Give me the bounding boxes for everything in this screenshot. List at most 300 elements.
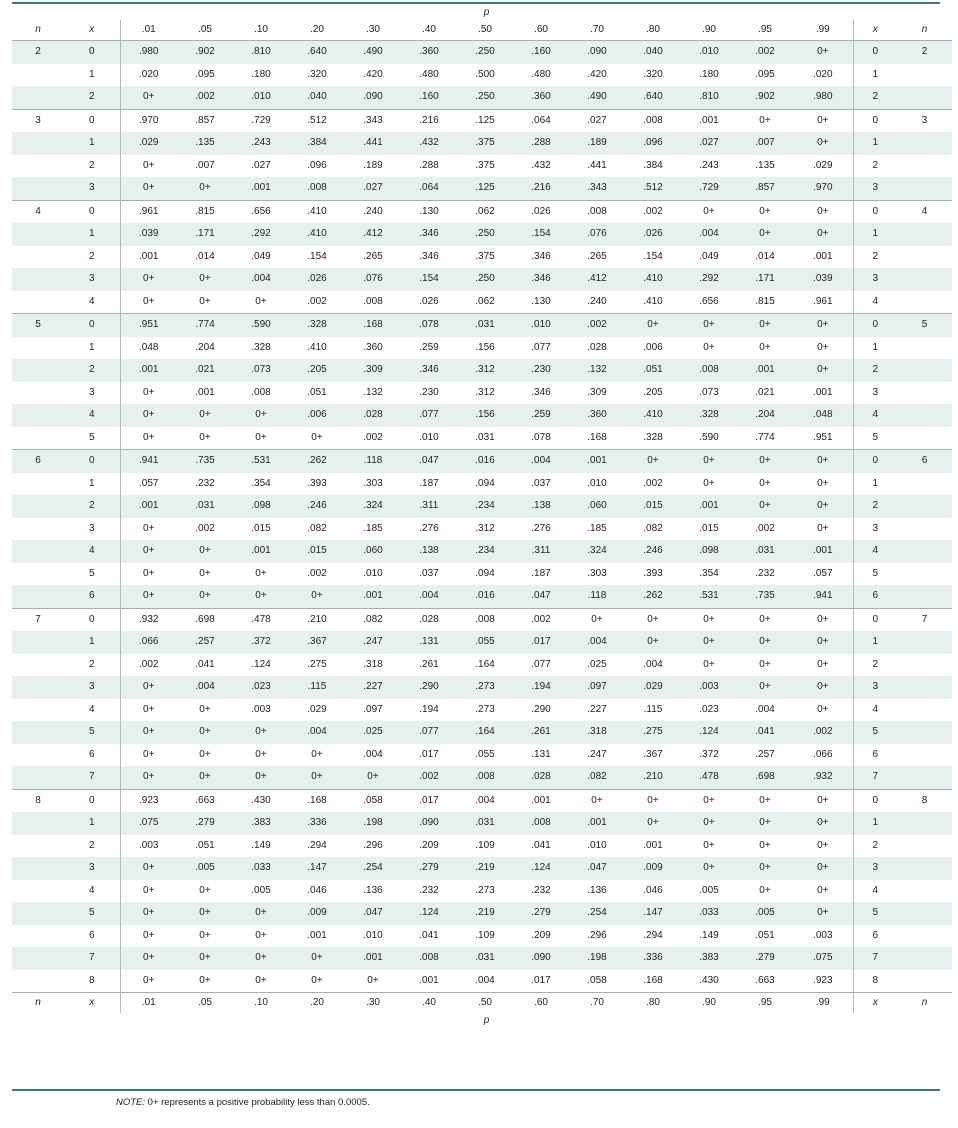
- probability-cell: .318: [569, 721, 625, 744]
- p-col-footer: .05: [177, 993, 233, 1014]
- probability-cell: .124: [251, 658, 271, 670]
- probability-cell: 0+: [793, 789, 853, 812]
- probability-cell: .090: [345, 86, 401, 109]
- probability-cell: .640: [289, 41, 345, 64]
- table-row: [12, 450, 952, 473]
- x-cell: 1: [88, 341, 95, 353]
- p-col-header: .80: [625, 20, 681, 41]
- probability-cell: .410: [625, 268, 681, 291]
- probability-cell: .346: [531, 386, 551, 398]
- probability-cell: 0+: [120, 585, 177, 608]
- probability-cell: .049: [251, 250, 271, 262]
- probability-cell: 0+: [625, 631, 681, 654]
- n-cell: [12, 744, 64, 767]
- probability-cell: .187: [419, 477, 439, 489]
- probability-cell: .360: [513, 86, 569, 109]
- probability-cell: 0+: [289, 947, 345, 970]
- probability-cell: .372: [699, 748, 719, 760]
- probability-cell: .031: [457, 812, 513, 835]
- n-cell-right: [897, 880, 952, 903]
- probability-cell: .027: [569, 109, 625, 132]
- probability-cell: .420: [587, 68, 607, 80]
- x-cell: 4: [64, 404, 120, 427]
- probability-cell: .109: [475, 929, 495, 941]
- x-cell-right: 6: [853, 585, 897, 608]
- p-col-footer: .70: [569, 993, 625, 1014]
- probability-cell: .656: [233, 200, 289, 223]
- probability-cell: .017: [531, 974, 551, 986]
- probability-cell: .017: [419, 748, 439, 760]
- probability-cell: .198: [569, 947, 625, 970]
- probability-cell: .002: [755, 522, 775, 534]
- probability-cell: .078: [401, 314, 457, 337]
- probability-cell: .205: [289, 359, 345, 382]
- p-col-header: .95: [737, 20, 793, 41]
- x-cell: 7: [64, 766, 120, 789]
- x-cell-right: 2: [853, 495, 897, 518]
- n-cell-right: 8: [897, 789, 952, 812]
- probability-cell: .185: [587, 522, 607, 534]
- probability-cell: .048: [120, 337, 177, 360]
- probability-cell: .320: [307, 68, 327, 80]
- probability-cell: 0+: [255, 974, 267, 986]
- probability-cell: .970: [120, 109, 177, 132]
- probability-cell: .124: [401, 902, 457, 925]
- probability-cell: .135: [177, 132, 233, 155]
- x-cell: 0: [64, 109, 120, 132]
- p-col-footer: .50: [457, 993, 513, 1014]
- probability-cell: .164: [457, 721, 513, 744]
- probability-cell: .698: [737, 766, 793, 789]
- n-cell: [12, 880, 64, 903]
- probability-cell: .941: [120, 450, 177, 473]
- probability-cell: .001: [233, 540, 289, 563]
- probability-cell: .441: [587, 159, 607, 171]
- x-cell-right: 2: [872, 250, 879, 262]
- n-cell: [12, 337, 64, 360]
- n-cell-right: [897, 699, 952, 722]
- probability-cell: .312: [475, 522, 495, 534]
- n-cell: [12, 291, 64, 314]
- probability-cell: 0+: [737, 789, 793, 812]
- probability-cell: .480: [419, 68, 439, 80]
- probability-cell: .016: [457, 450, 513, 473]
- probability-cell: .250: [457, 268, 513, 291]
- probability-cell: 0+: [233, 902, 289, 925]
- n-cell-right: [897, 427, 952, 450]
- probability-cell: .027: [681, 132, 737, 155]
- p-col-footer: .30: [345, 993, 401, 1014]
- probability-cell: .336: [625, 947, 681, 970]
- probability-cell: 0+: [703, 839, 715, 851]
- probability-cell: .490: [569, 86, 625, 109]
- probability-cell: .002: [177, 86, 233, 109]
- probability-cell: .187: [531, 567, 551, 579]
- probability-cell: .001: [120, 246, 177, 269]
- probability-cell: .037: [419, 567, 439, 579]
- p-col-header: .50: [457, 20, 513, 41]
- probability-cell: .360: [569, 404, 625, 427]
- probability-cell: .051: [625, 359, 681, 382]
- probability-cell: .118: [569, 585, 625, 608]
- probability-cell: .020: [120, 64, 177, 87]
- probability-cell: .227: [587, 703, 607, 715]
- probability-cell: .031: [475, 431, 495, 443]
- probability-cell: .312: [457, 359, 513, 382]
- probability-cell: 0+: [233, 585, 289, 608]
- n-cell: 4: [12, 200, 64, 223]
- x-cell-right: 3: [853, 268, 897, 291]
- p-col-header: .01: [120, 20, 177, 41]
- p-header-row: [12, 6, 952, 20]
- x-cell: 7: [64, 947, 120, 970]
- probability-cell: .010: [513, 314, 569, 337]
- n-cell-right: [897, 246, 952, 269]
- probability-cell: .004: [755, 703, 775, 715]
- probability-cell: .001: [419, 974, 439, 986]
- table-row: [12, 41, 952, 64]
- probability-cell: .367: [643, 748, 663, 760]
- probability-cell: .346: [401, 359, 457, 382]
- n-cell-right: [897, 766, 952, 789]
- bottom-rule: [12, 1089, 940, 1091]
- probability-cell: .028: [587, 341, 607, 353]
- probability-cell: 0+: [177, 766, 233, 789]
- table-row: [12, 268, 952, 291]
- probability-cell: .259: [513, 404, 569, 427]
- probability-cell: .250: [457, 86, 513, 109]
- probability-cell: .160: [513, 41, 569, 64]
- probability-cell: .932: [793, 766, 853, 789]
- x-cell: 3: [64, 857, 120, 880]
- probability-cell: .010: [363, 567, 383, 579]
- table-row: [12, 427, 952, 450]
- probability-cell: .500: [475, 68, 495, 80]
- probability-cell: 0+: [255, 929, 267, 941]
- probability-cell: 0+: [793, 359, 853, 382]
- probability-cell: .037: [531, 477, 551, 489]
- probability-cell: .294: [307, 839, 327, 851]
- probability-cell: .001: [737, 359, 793, 382]
- probability-cell: .075: [120, 812, 177, 835]
- probability-cell: .902: [737, 86, 793, 109]
- n-cell-right: [897, 654, 952, 677]
- n-footer-right: n: [897, 993, 952, 1014]
- n-cell-right: [897, 563, 952, 586]
- probability-cell: 0+: [625, 314, 681, 337]
- x-cell: 3: [64, 177, 120, 200]
- x-cell: 3: [88, 522, 95, 534]
- probability-cell: .026: [289, 268, 345, 291]
- table-row: [12, 925, 952, 948]
- n-cell: [12, 86, 64, 109]
- p-col-header: .20: [289, 20, 345, 41]
- probability-cell: .023: [699, 703, 719, 715]
- probability-cell: .970: [793, 177, 853, 200]
- probability-cell: 0+: [255, 567, 267, 579]
- probability-cell: 0+: [759, 477, 771, 489]
- probability-cell: .062: [475, 295, 495, 307]
- n-cell: [12, 947, 64, 970]
- table-row: [12, 64, 952, 87]
- probability-cell: .039: [793, 268, 853, 291]
- p-label-bottom: p: [483, 1015, 490, 1026]
- probability-cell: .041: [531, 839, 551, 851]
- x-cell-right: 2: [853, 359, 897, 382]
- probability-cell: .410: [643, 295, 663, 307]
- probability-cell: .010: [587, 477, 607, 489]
- table-row: [12, 857, 952, 880]
- probability-cell: .412: [569, 268, 625, 291]
- table-body: [12, 41, 952, 993]
- table-row: [12, 676, 952, 699]
- table-row: [12, 608, 952, 631]
- probability-cell: .051: [195, 839, 215, 851]
- x-footer: x: [64, 993, 120, 1014]
- probability-cell: .028: [345, 404, 401, 427]
- probability-cell: .430: [699, 974, 719, 986]
- probability-cell: .961: [120, 200, 177, 223]
- probability-cell: 0+: [120, 427, 177, 450]
- probability-cell: .531: [681, 585, 737, 608]
- probability-cell: .115: [643, 703, 663, 715]
- probability-cell: .002: [195, 522, 215, 534]
- probability-cell: 0+: [120, 676, 177, 699]
- probability-cell: .109: [475, 839, 495, 851]
- probability-cell: 0+: [177, 902, 233, 925]
- probability-cell: 0+: [569, 608, 625, 631]
- probability-cell: .078: [531, 431, 551, 443]
- probability-cell: .057: [120, 473, 177, 496]
- n-cell-right: [897, 337, 952, 360]
- p-col-footer: .10: [233, 993, 289, 1014]
- x-cell-right: 0: [853, 450, 897, 473]
- probability-cell: 0+: [120, 744, 177, 767]
- probability-cell: 0+: [120, 721, 177, 744]
- probability-cell: 0+: [120, 925, 177, 948]
- probability-cell: .027: [345, 177, 401, 200]
- n-cell-right: 6: [897, 450, 952, 473]
- table-row: [12, 109, 952, 132]
- probability-cell: .002: [569, 314, 625, 337]
- probability-cell: 0+: [120, 880, 177, 903]
- x-cell-right: 0: [853, 41, 897, 64]
- probability-cell: .194: [513, 676, 569, 699]
- probability-cell: .138: [401, 540, 457, 563]
- probability-cell: 0+: [793, 495, 853, 518]
- probability-cell: .064: [513, 109, 569, 132]
- p-col-footer: .60: [513, 993, 569, 1014]
- probability-cell: .857: [177, 109, 233, 132]
- probability-cell: 0+: [120, 902, 177, 925]
- x-cell-right: 7: [853, 766, 897, 789]
- probability-cell: .003: [120, 835, 177, 858]
- probability-cell: .004: [681, 223, 737, 246]
- table-row: [12, 654, 952, 677]
- probability-cell: 0+: [681, 314, 737, 337]
- column-footer-row: [12, 993, 952, 1014]
- probability-cell: .015: [251, 522, 271, 534]
- probability-cell: 0+: [793, 132, 853, 155]
- probability-cell: .048: [793, 404, 853, 427]
- probability-cell: .025: [345, 721, 401, 744]
- probability-cell: .001: [643, 839, 663, 851]
- probability-cell: .047: [513, 585, 569, 608]
- probability-cell: .951: [120, 314, 177, 337]
- n-cell: 5: [12, 314, 64, 337]
- probability-cell: .021: [755, 386, 775, 398]
- probability-cell: .096: [625, 132, 681, 155]
- n-cell: [12, 223, 64, 246]
- p-col-header: .40: [401, 20, 457, 41]
- probability-cell: .046: [643, 884, 663, 896]
- probability-cell: .025: [587, 658, 607, 670]
- probability-cell: .663: [177, 789, 233, 812]
- table-row: [12, 880, 952, 903]
- p-col-footer: .95: [737, 993, 793, 1014]
- probability-cell: .240: [587, 295, 607, 307]
- probability-cell: .008: [457, 766, 513, 789]
- probability-cell: .328: [289, 314, 345, 337]
- probability-cell: .309: [345, 359, 401, 382]
- probability-cell: 0+: [233, 766, 289, 789]
- probability-cell: .273: [475, 703, 495, 715]
- n-cell-right: [897, 902, 952, 925]
- probability-cell: .007: [737, 132, 793, 155]
- probability-cell: .246: [625, 540, 681, 563]
- probability-cell: .393: [307, 477, 327, 489]
- probability-cell: .857: [737, 177, 793, 200]
- probability-cell: .240: [345, 200, 401, 223]
- probability-cell: 0+: [737, 450, 793, 473]
- probability-cell: .006: [643, 341, 663, 353]
- probability-cell: .001: [569, 450, 625, 473]
- probability-cell: .189: [363, 159, 383, 171]
- table-row: [12, 812, 952, 835]
- probability-cell: 0+: [120, 518, 177, 541]
- n-footer: n: [12, 993, 64, 1014]
- probability-cell: .227: [345, 676, 401, 699]
- probability-cell: 0+: [793, 631, 853, 654]
- probability-cell: 0+: [255, 431, 267, 443]
- x-cell-right: 5: [853, 721, 897, 744]
- probability-cell: .432: [531, 159, 551, 171]
- n-cell: [12, 518, 64, 541]
- probability-cell: .014: [755, 250, 775, 262]
- probability-cell: .303: [587, 567, 607, 579]
- x-cell-right: 1: [872, 477, 879, 489]
- probability-cell: .039: [120, 223, 177, 246]
- x-cell: 5: [88, 567, 95, 579]
- probability-cell: .002: [363, 431, 383, 443]
- probability-cell: 0+: [199, 974, 211, 986]
- n-cell-right: [897, 585, 952, 608]
- probability-cell: 0+: [681, 200, 737, 223]
- x-cell-right: 2: [872, 658, 879, 670]
- x-cell-right: 0: [853, 314, 897, 337]
- x-cell: 8: [88, 974, 95, 986]
- probability-cell: 0+: [793, 473, 853, 496]
- probability-cell: .735: [177, 450, 233, 473]
- probability-cell: .296: [363, 839, 383, 851]
- probability-cell: .185: [363, 522, 383, 534]
- probability-cell: 0+: [177, 404, 233, 427]
- probability-cell: 0+: [793, 812, 853, 835]
- probability-cell: 0+: [737, 495, 793, 518]
- probability-cell: .076: [569, 223, 625, 246]
- probability-cell: .055: [475, 748, 495, 760]
- probability-cell: .029: [120, 132, 177, 155]
- probability-cell: .008: [681, 359, 737, 382]
- table-row: [12, 291, 952, 314]
- probability-cell: .062: [457, 200, 513, 223]
- n-cell: [12, 473, 64, 496]
- probability-cell: .097: [363, 703, 383, 715]
- probability-cell: .001: [681, 109, 737, 132]
- n-cell-right: 2: [897, 41, 952, 64]
- probability-cell: .154: [307, 250, 327, 262]
- probability-cell: 0+: [793, 857, 853, 880]
- probability-cell: 0+: [120, 382, 177, 405]
- probability-cell: .328: [251, 341, 271, 353]
- probability-cell: .055: [457, 631, 513, 654]
- n-cell: [12, 540, 64, 563]
- n-cell: 8: [12, 789, 64, 812]
- probability-cell: .279: [737, 947, 793, 970]
- probability-cell: .003: [793, 925, 853, 948]
- probability-cell: .001: [345, 947, 401, 970]
- n-cell-right: 4: [897, 200, 952, 223]
- probability-cell: .320: [643, 68, 663, 80]
- n-cell-right: [897, 291, 952, 314]
- probability-cell: .033: [233, 857, 289, 880]
- probability-cell: .257: [177, 631, 233, 654]
- table-row: [12, 86, 952, 109]
- p-col-header: .70: [569, 20, 625, 41]
- x-cell-right: 3: [853, 676, 897, 699]
- x-cell-right: 0: [853, 608, 897, 631]
- probability-cell: .010: [233, 86, 289, 109]
- table-row: [12, 132, 952, 155]
- probability-cell: .204: [737, 404, 793, 427]
- probability-cell: .279: [513, 902, 569, 925]
- probability-cell: .136: [587, 884, 607, 896]
- x-cell-right: 1: [872, 68, 879, 80]
- probability-cell: .383: [681, 947, 737, 970]
- x-cell: 6: [88, 748, 95, 760]
- probability-cell: .008: [363, 295, 383, 307]
- probability-cell: .209: [419, 839, 439, 851]
- probability-cell: .004: [643, 658, 663, 670]
- probability-cell: 0+: [793, 223, 853, 246]
- table-row: [12, 337, 952, 360]
- probability-cell: .290: [401, 676, 457, 699]
- probability-cell: 0+: [177, 585, 233, 608]
- probability-cell: 0+: [737, 857, 793, 880]
- probability-cell: .073: [233, 359, 289, 382]
- probability-cell: 0+: [255, 295, 267, 307]
- probability-cell: 0+: [793, 880, 853, 903]
- probability-cell: .051: [755, 929, 775, 941]
- probability-cell: .132: [363, 386, 383, 398]
- probability-cell: .082: [569, 766, 625, 789]
- probability-cell: .490: [345, 41, 401, 64]
- probability-cell: 0+: [569, 789, 625, 812]
- probability-cell: 0+: [177, 268, 233, 291]
- probability-cell: .312: [475, 386, 495, 398]
- probability-cell: .001: [233, 177, 289, 200]
- x-cell: 4: [88, 884, 95, 896]
